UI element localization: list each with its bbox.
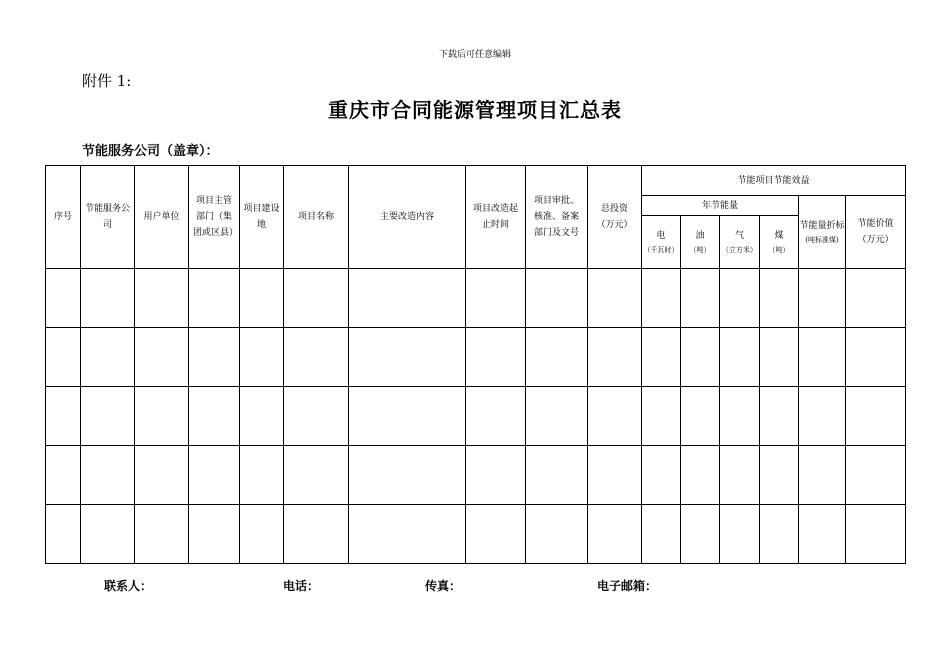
header-seq: 序号	[46, 166, 81, 269]
header-investment: 总投资（万元）	[588, 166, 642, 269]
header-benefit-group: 节能项目节能效益	[642, 166, 906, 196]
header-user: 用户单位	[135, 166, 189, 269]
header-site: 项目建设地	[240, 166, 284, 269]
header-oil	[681, 216, 720, 269]
header-note: 下载后可任意编辑	[438, 50, 511, 60]
coal-label: 煤	[774, 231, 784, 241]
header-period: 项目改造起止时间	[466, 166, 526, 269]
coal-unit: （吨）	[768, 246, 790, 254]
elec-label: 电	[656, 231, 666, 241]
header-annual-group: 年节能量	[642, 196, 799, 216]
oil-label: 油	[695, 231, 705, 241]
header-name: 项目名称	[284, 166, 349, 269]
header-approval: 项目审批、核准、备案部门及文号	[526, 166, 588, 269]
email-label: 电子邮箱：	[597, 579, 658, 593]
table-row	[46, 328, 906, 387]
oil-unit: （吨）	[689, 246, 711, 254]
header-converted	[799, 196, 846, 269]
header-elec	[642, 216, 681, 269]
elec-unit: （千瓦时）	[643, 246, 679, 254]
converted-unit: (吨标准煤)	[805, 236, 839, 244]
attachment-label: 附件 1:	[82, 72, 132, 90]
header-content: 主要改造内容	[349, 166, 466, 269]
contact-label: 联系人：	[104, 579, 153, 593]
header-value: 节能价值（万元）	[846, 196, 906, 269]
page-title: 重庆市合同能源管理项目汇总表	[328, 98, 622, 122]
gas-label: 气	[734, 231, 744, 241]
table-row	[46, 387, 906, 446]
table-row	[46, 505, 906, 564]
converted-label: 节能量折标	[799, 221, 845, 231]
summary-table	[45, 165, 906, 564]
table-row	[46, 446, 906, 505]
gas-unit: （立方米）	[722, 246, 757, 254]
header-dept: 项目主管部门（集团或区县）	[189, 166, 240, 269]
header-company: 节能服务公司	[81, 166, 135, 269]
fax-label: 传真：	[425, 579, 462, 593]
table-row	[46, 269, 906, 328]
company-label: 节能服务公司（盖章）：	[82, 144, 219, 159]
header-coal	[760, 216, 799, 269]
phone-label: 电话：	[283, 579, 320, 593]
header-gas	[720, 216, 760, 269]
